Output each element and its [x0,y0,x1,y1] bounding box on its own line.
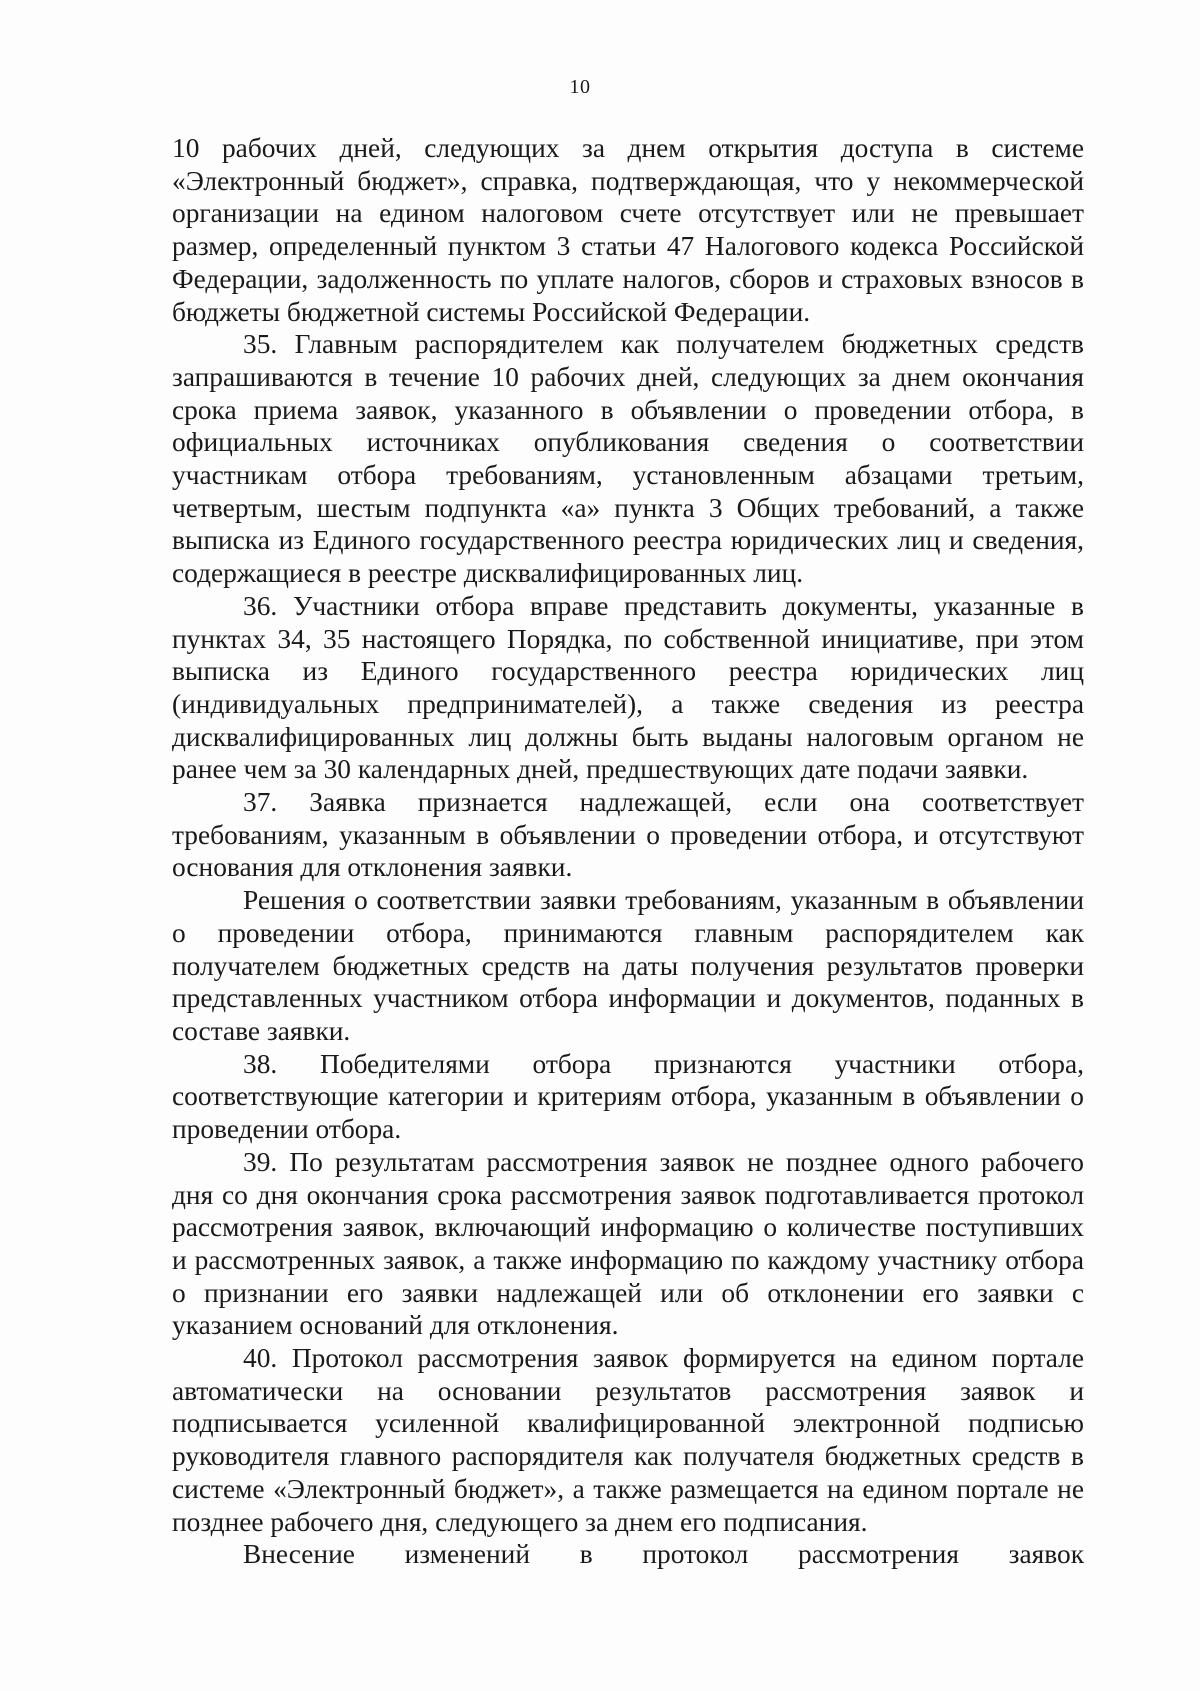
paragraph-40-amendments: Внесение изменений в протокол рассмотрения заявок [243,1539,1084,1570]
document-body [172,132,1084,1571]
paragraph-34-continuation: 10 рабочих дней, следующих за днем открытия доступа в системе «Электронный бюджет», справка, подтверждающая, что у некоммерческой организации на едином налоговом счете отсутствует или не превышает размер, определенный пунктом 3 статьи 47 Налогового кодекса Российской Федерации, задолженность по уплате налогов, сборов и страховых взносов в бюджеты бюджетной системы Российской Федерации. [172,133,1084,327]
paragraph-40: 40. Протокол рассмотрения заявок формируется на едином портале автоматически на основании результатов рассмотрения заявок и подписывается усиленной квалифицированной электронной подписью руководителя главного распорядителя как получателя бюджетных средств в системе «Электронный бюджет», а также размещается на едином портале не позднее рабочего дня, следующего за днем его подписания. [172,1343,1084,1537]
paragraph-36: 36. Участники отбора вправе представить документы, указанные в пунктах 34, 35 настоящего Порядка, по собственной инициативе, при этом выписка из Единого государственного реестра юридических лиц (индивидуальных предпринимателей), а также сведения из реестра дисквалифицированных лиц должны быть выданы налоговым органом не ранее чем за 30 календарных дней, предшествующих дате подачи заявки. [172,590,1084,785]
paragraph-39: 39. По результатам рассмотрения заявок не позднее одного рабочего дня со дня окончания срока рассмотрения заявок подготавливается протокол рассмотрения заявок, включающий информацию о количестве поступивших и рассмотренных заявок, а также информацию по каждому участнику отбора о признании его заявки надлежащей или об отклонении его заявки с указанием оснований для отклонения. [172,1146,1084,1341]
page-number: 10 [569,76,591,98]
paragraph-35: 35. Главным распорядителем как получателем бюджетных средств запрашиваются в течение 10 рабочих дней, следующих за днем окончания срока приема заявок, указанного в объявлении о проведении отбора, в официальных источниках опубликования сведения о соответствии участникам отбора требованиям, установленным абзацами третьим, четвертым, шестым подпункта «а» пункта 3 Общих требований, а также выписка из Единого государственного реестра юридических лиц и сведения, содержащиеся в реестре дисквалифицированных лиц. [172,329,1084,589]
paragraph-37-decisions: Решения о соответствии заявки требованиям, указанным в объявлении о проведении отбора, принимаются главным распорядителем как получателем бюджетных средств на даты получения результатов проверки представленных участником отбора информации и документов, поданных в составе заявки. [172,885,1084,1046]
paragraph-37: 37. Заявка признается надлежащей, если она соответствует требованиям, указанным в объявлении о проведении отбора, и отсутствуют основания для отклонения заявки. [172,787,1084,883]
paragraph-38: 38. Победителями отбора признаются участники отбора, соответствующие категории и критериям отбора, указанным в объявлении о проведении отбора. [172,1048,1084,1145]
